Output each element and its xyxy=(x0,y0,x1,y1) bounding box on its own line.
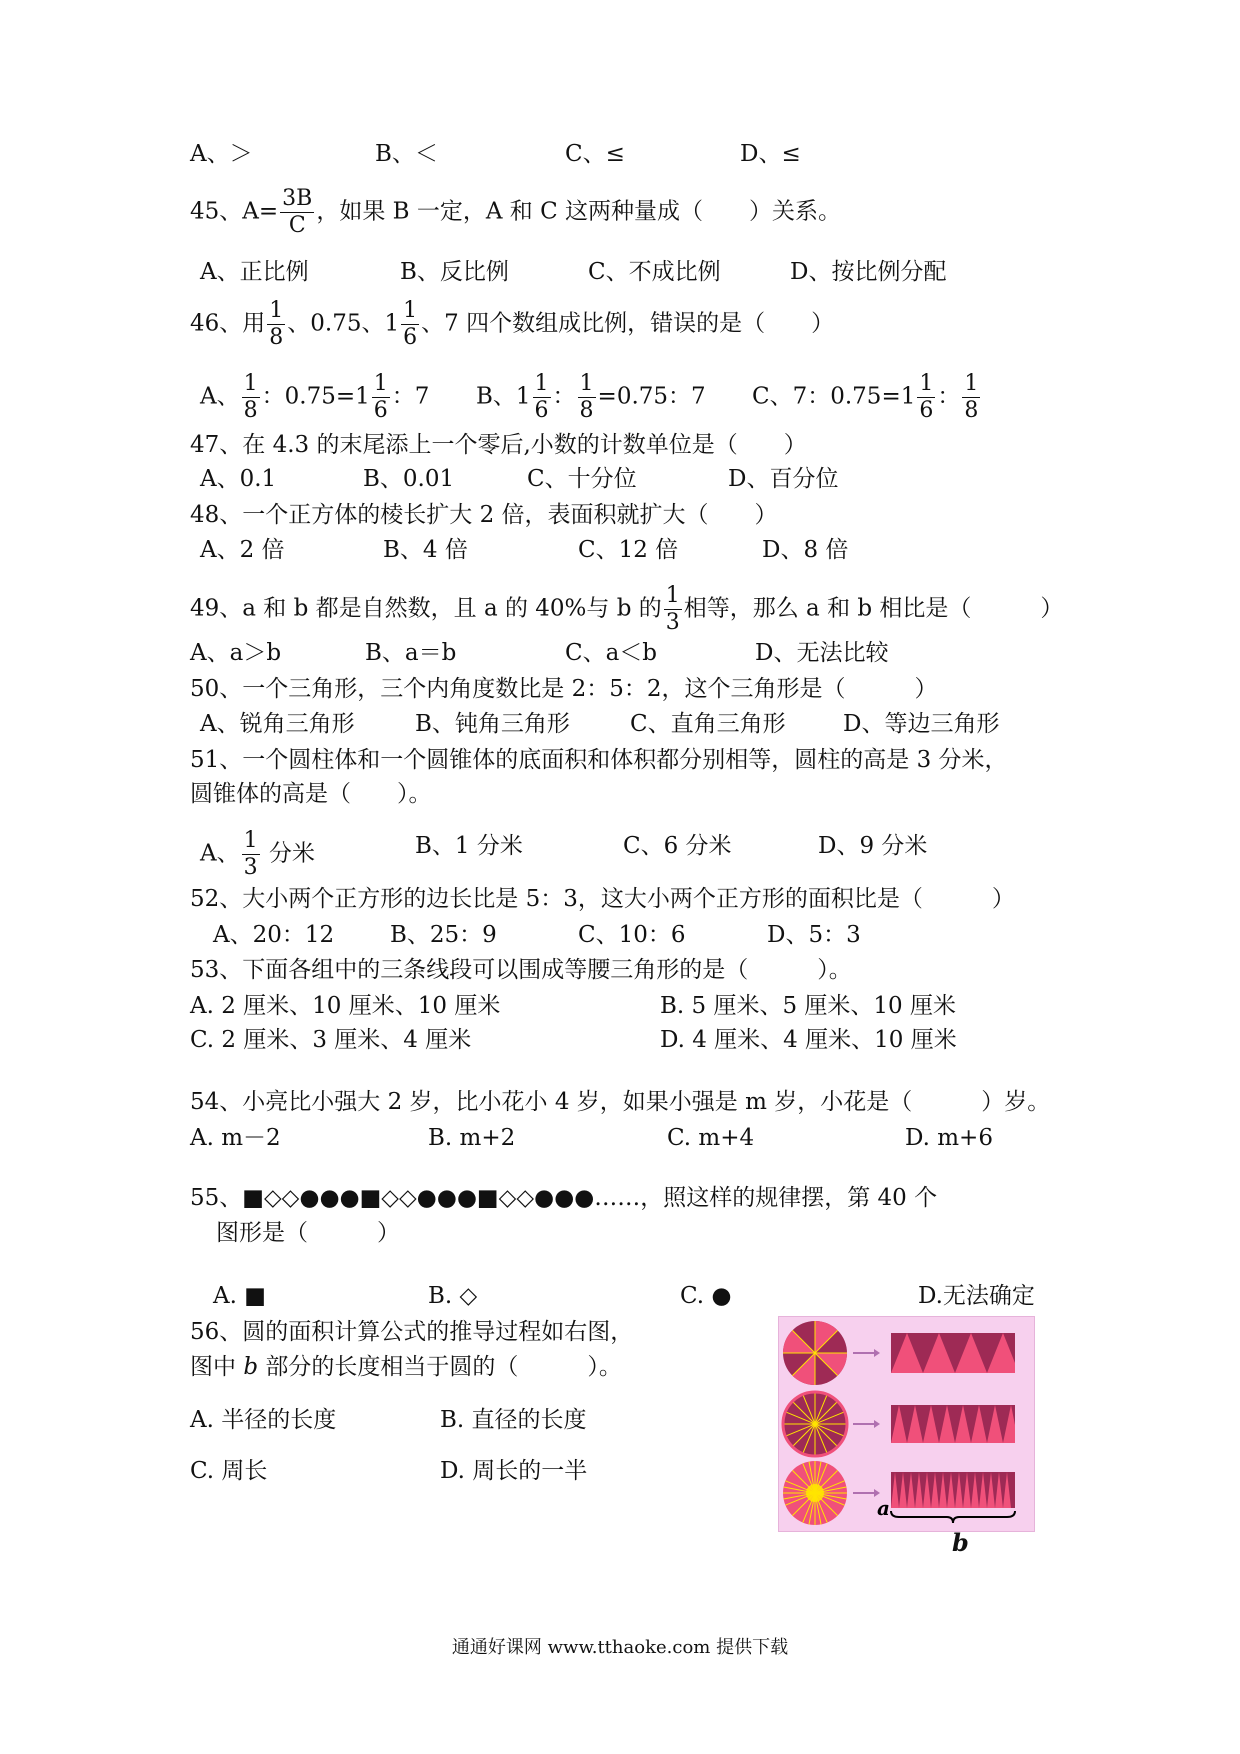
q50-question: 50、一个三角形，三个内角度数比是 2：5：2，这个三角形是（ ） xyxy=(190,676,938,702)
q53-option-d: D. 4 厘米、4 厘米、10 厘米 xyxy=(660,1027,957,1053)
q45-prefix: 45、A= xyxy=(190,198,279,225)
q52-option-a: A、20：12 xyxy=(213,922,335,948)
page-footer: 通通好课网 www.tthaoke.com 提供下载 xyxy=(451,1637,789,1658)
q45-text: ，如果 B 一定，A 和 C 这两种量成（ ）关系。 xyxy=(316,198,841,225)
q47-option-a: A、0.1 xyxy=(200,466,277,492)
circle-area-derivation-figure xyxy=(778,1316,1035,1532)
q48-option-c: C、12 倍 xyxy=(578,537,679,563)
b-variable: b xyxy=(243,1354,259,1380)
q48-option-a: A、2 倍 xyxy=(200,537,285,563)
q53-option-c: C. 2 厘米、3 厘米、4 厘米 xyxy=(190,1027,472,1053)
q56-option-a: A. 半径的长度 xyxy=(190,1407,337,1433)
q44-option-d: D、≤ xyxy=(740,141,801,167)
q54-option-d: D. m+6 xyxy=(905,1125,993,1151)
q45-question xyxy=(190,188,841,237)
q50-option-a: A、锐角三角形 xyxy=(200,711,355,737)
q46-question xyxy=(190,300,834,349)
q51-option-d: D、9 分米 xyxy=(818,833,928,859)
q49-option-c: C、a＜b xyxy=(565,640,658,666)
q47-option-b: B、0.01 xyxy=(363,466,455,492)
q49-option-d: D、无法比较 xyxy=(755,640,889,666)
arrow-1 xyxy=(853,1349,880,1357)
q46-prefix: 46、用 xyxy=(190,310,266,337)
q53-question: 53、下面各组中的三条线段可以围成等腰三角形的是（ ）。 xyxy=(190,957,852,983)
q51-option-c: C、6 分米 xyxy=(623,833,732,859)
q46-mid: 、0.75、1 xyxy=(287,310,400,337)
figure-label-b: b xyxy=(952,1528,969,1557)
q51-option-b: B、1 分米 xyxy=(415,833,523,859)
q49-option-b: B、a＝b xyxy=(365,640,457,666)
q56-question-line2: 图中 b 部分的长度相当于圆的（ ）。 xyxy=(190,1354,622,1380)
q49-fraction: $\frac{1}{3}$ xyxy=(665,583,680,635)
q46-option-a: A、 $\frac{1}{8}$ ：0.75=1 $\frac{1}{6}$ ：7 xyxy=(200,371,430,423)
q54-option-b: B. m+2 xyxy=(428,1125,516,1151)
q52-option-b: B、25：9 xyxy=(390,922,497,948)
q54-option-a: A. m－2 xyxy=(190,1125,281,1151)
circle-8-sectors xyxy=(783,1321,847,1385)
q48-question: 48、一个正方体的棱长扩大 2 倍，表面积就扩大（ ） xyxy=(190,502,778,528)
q49-option-a: A、a＞b xyxy=(190,640,282,666)
circle-many-sectors xyxy=(783,1461,847,1525)
arrow-3 xyxy=(853,1489,880,1497)
q44-option-b: B、＜ xyxy=(375,141,438,167)
q45-option-a: A、正比例 xyxy=(200,259,309,285)
q51-question-line1: 51、一个圆柱体和一个圆锥体的底面积和体积都分别相等，圆柱的高是 3 分米， xyxy=(190,747,1008,773)
q46-fraction-1-6: $\frac{1}{6}$ xyxy=(403,298,418,350)
q50-option-b: B、钝角三角形 xyxy=(415,711,570,737)
q46-option-b: B、1 $\frac{1}{6}$ ： $\frac{1}{8}$ =0.75：7 xyxy=(476,371,706,423)
b-brace xyxy=(891,1511,1015,1523)
q46-text: 、7 四个数组成比例，错误的是（ ） xyxy=(421,310,835,337)
q54-question: 54、小亮比小强大 2 岁，比小花小 4 岁，如果小强是 m 岁，小花是（ ）岁。 xyxy=(190,1089,1051,1115)
q46-option-c: C、7：0.75=1 $\frac{1}{6}$ ： $\frac{1}{8}$ xyxy=(752,371,979,423)
q56-option-b: B. 直径的长度 xyxy=(440,1407,587,1433)
circle-16-sectors xyxy=(783,1392,847,1456)
q52-option-c: C、10：6 xyxy=(578,922,686,948)
q56-question-line1: 56、圆的面积计算公式的推导过程如右图， xyxy=(190,1319,634,1345)
q49-prefix: 49、a 和 b 都是自然数，且 a 的 40%与 b 的 xyxy=(190,595,662,622)
q47-option-c: C、十分位 xyxy=(527,466,637,492)
figure-label-a: a xyxy=(877,1496,890,1520)
q44-option-a: A、＞ xyxy=(190,141,253,167)
q50-option-d: D、等边三角形 xyxy=(843,711,1000,737)
q55-option-c: C. ● xyxy=(680,1283,732,1309)
q45-fraction: $\frac{3B}{C}$ xyxy=(282,186,313,238)
q51-question-line2: 圆锥体的高是（ ）。 xyxy=(190,781,432,807)
arrow-2 xyxy=(853,1420,880,1428)
q56-option-c: C. 周长 xyxy=(190,1458,268,1484)
rearranged-many xyxy=(891,1472,1015,1508)
q47-option-d: D、百分位 xyxy=(728,466,839,492)
figure-svg xyxy=(779,1317,1034,1531)
q55-option-b: B. ◇ xyxy=(428,1283,478,1309)
q51-option-a: A、 $\frac{1}{3}$ 分米 xyxy=(200,828,315,880)
q50-option-c: C、直角三角形 xyxy=(630,711,786,737)
q48-option-b: B、4 倍 xyxy=(383,537,468,563)
q52-question: 52、大小两个正方形的边长比是 5：3，这大小两个正方形的面积比是（ ） xyxy=(190,886,1015,912)
rearranged-8 xyxy=(891,1333,1015,1373)
q53-option-b: B. 5 厘米、5 厘米、10 厘米 xyxy=(660,993,956,1019)
q45-option-d: D、按比例分配 xyxy=(790,259,947,285)
q56-option-d: D. 周长的一半 xyxy=(440,1458,588,1484)
q55-question-line2: 图形是（ ） xyxy=(216,1220,400,1246)
q45-option-c: C、不成比例 xyxy=(588,259,721,285)
q53-option-a: A. 2 厘米、10 厘米、10 厘米 xyxy=(190,993,501,1019)
q55-question-line1: 55、■◇◇●●●■◇◇●●●■◇◇●●●……，照这样的规律摆，第 40 个 xyxy=(190,1185,938,1211)
q46-fraction-1-8: $\frac{1}{8}$ xyxy=(269,298,284,350)
q52-option-d: D、5：3 xyxy=(767,922,861,948)
q47-question: 47、在 4.3 的末尾添上一个零后,小数的计数单位是（ ） xyxy=(190,432,807,458)
q44-option-c: C、≤ xyxy=(565,141,625,167)
q54-option-c: C. m+4 xyxy=(667,1125,755,1151)
rearranged-16 xyxy=(891,1405,1015,1443)
q48-option-d: D、8 倍 xyxy=(762,537,849,563)
q49-text: 相等，那么 a 和 b 相比是（ ） xyxy=(683,595,1064,622)
q55-option-a: A. ■ xyxy=(213,1283,266,1309)
q55-option-d: D.无法确定 xyxy=(918,1283,1035,1309)
q49-question xyxy=(190,585,1063,634)
q45-option-b: B、反比例 xyxy=(400,259,509,285)
